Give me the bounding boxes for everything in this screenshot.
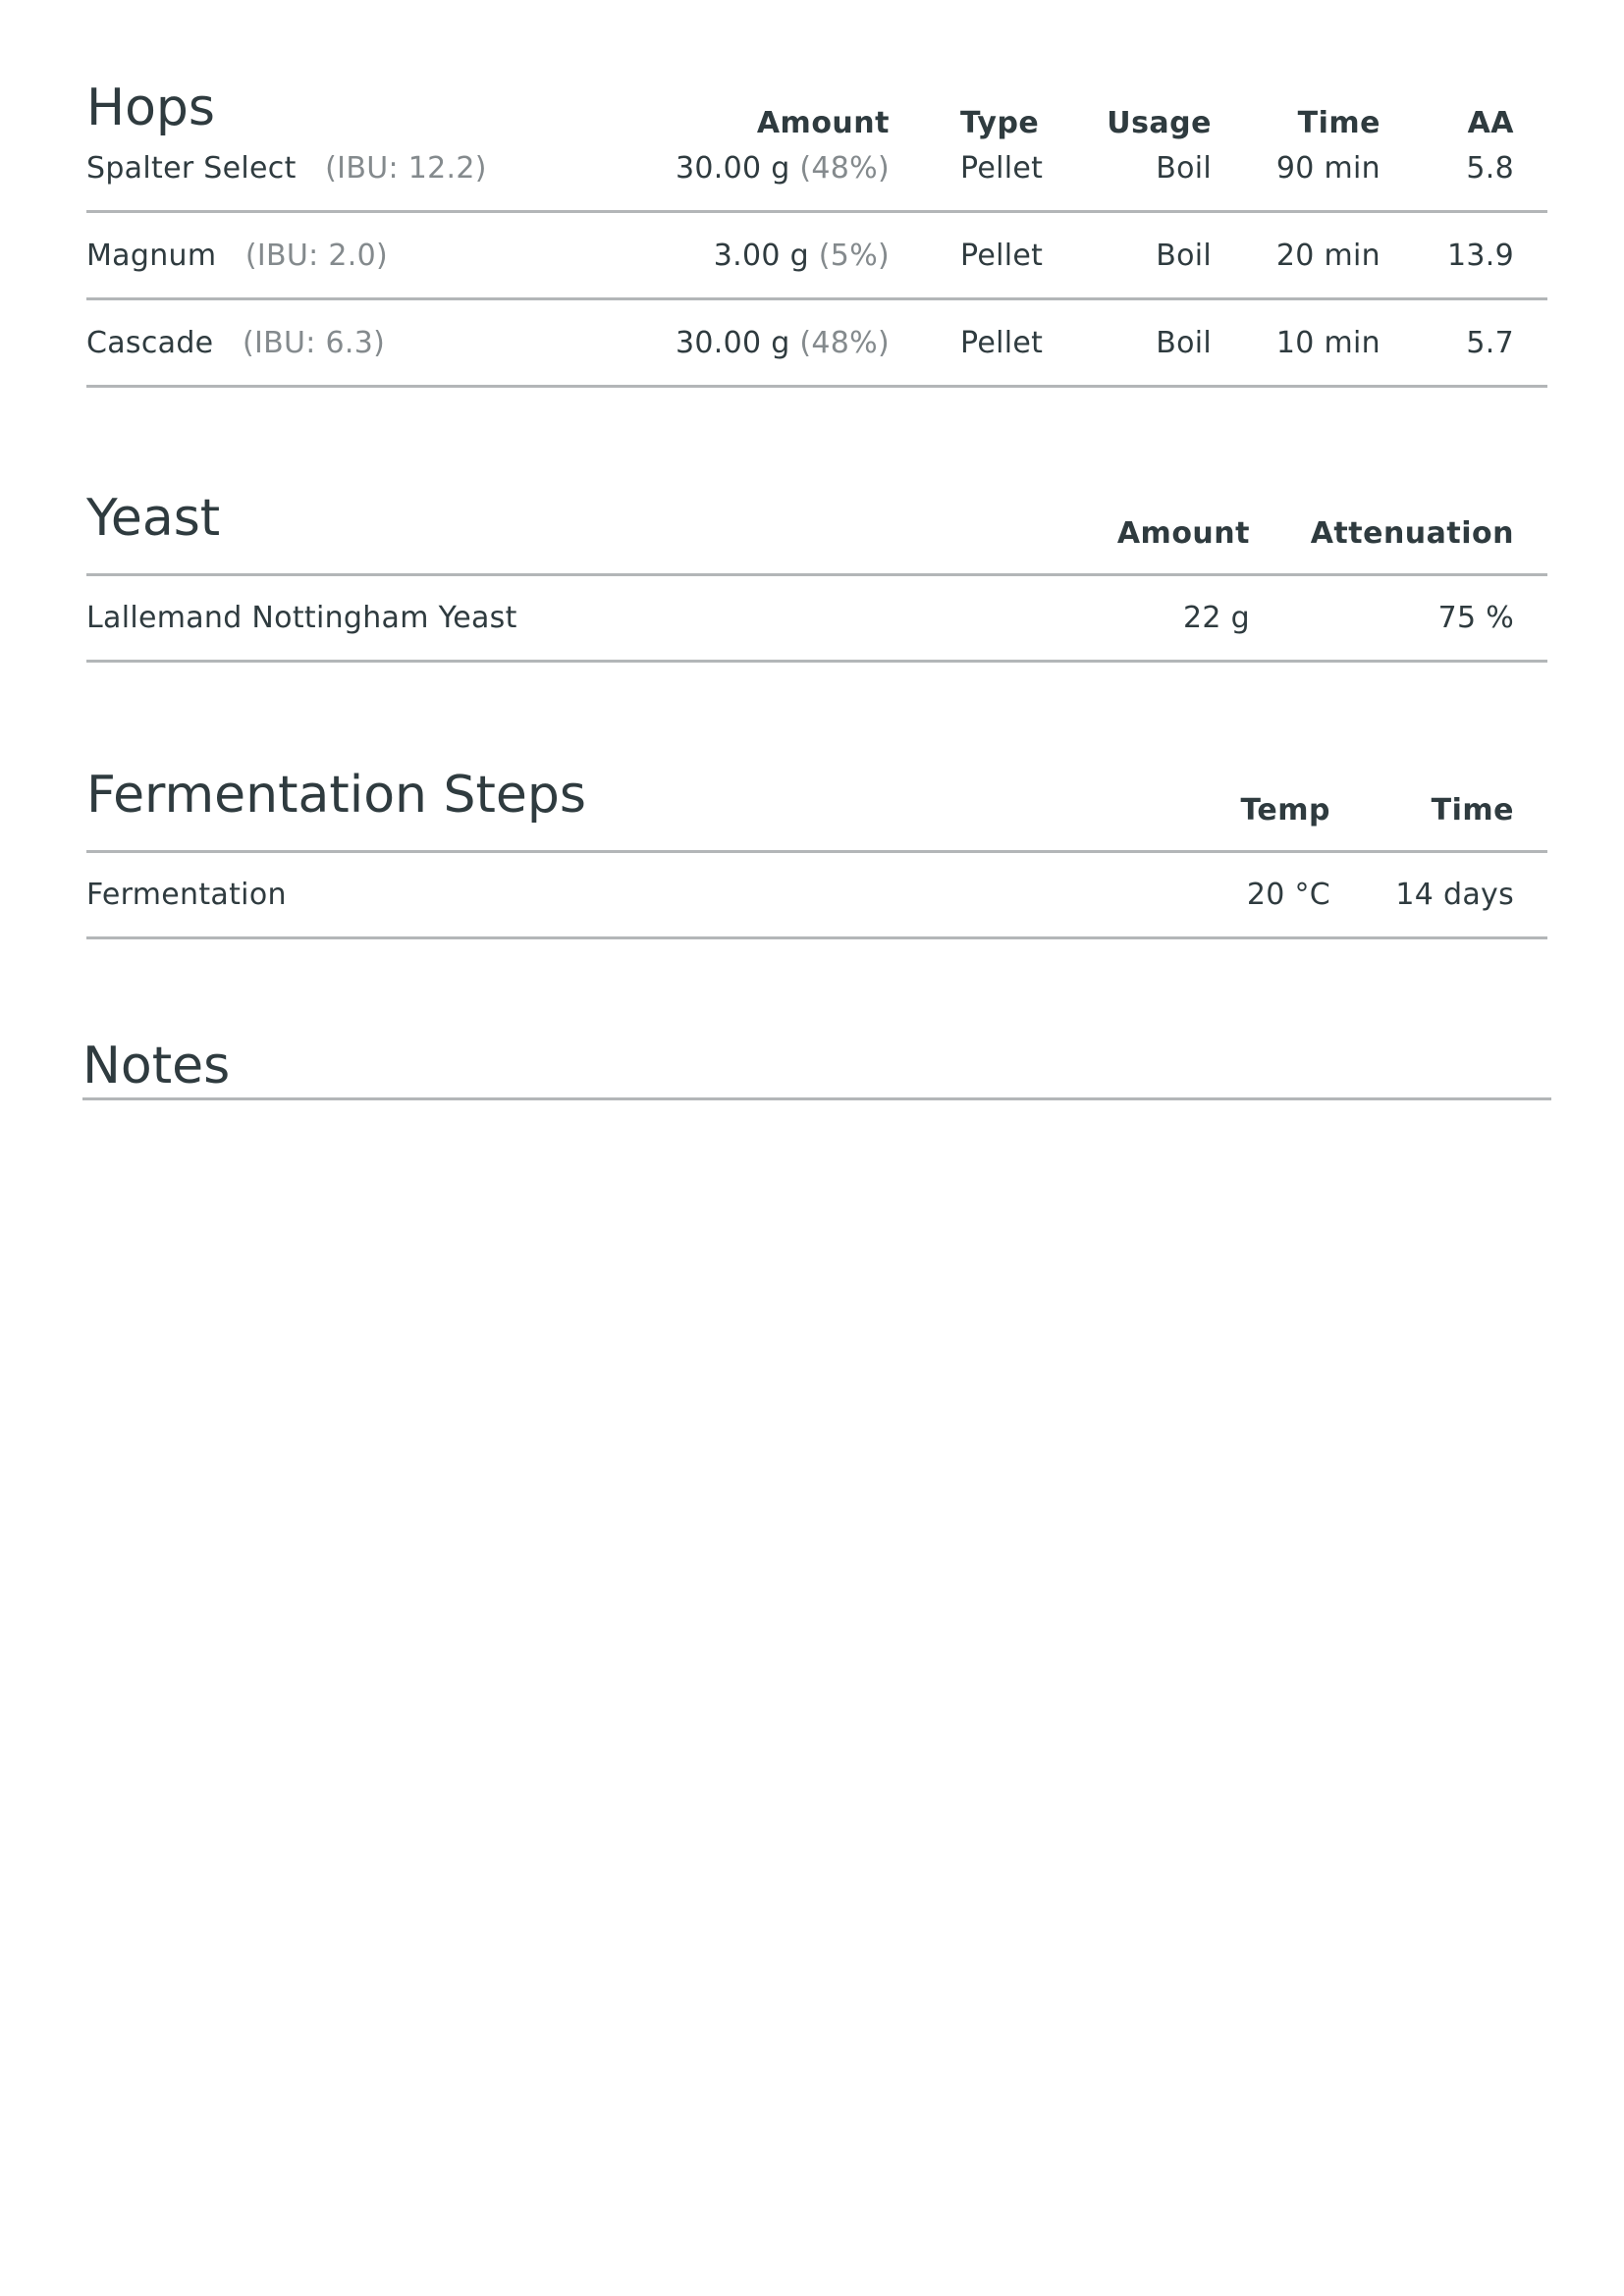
fermentation-step-name: Fermentation bbox=[86, 878, 287, 912]
hop-ibu: (IBU: 6.3) bbox=[242, 326, 386, 360]
hops-row bbox=[86, 239, 1547, 325]
hops-header-usage: Usage bbox=[1107, 106, 1212, 140]
hop-time: 20 min bbox=[1275, 239, 1380, 273]
hop-type: Pellet bbox=[960, 151, 1044, 186]
yeast-header-amount: Amount bbox=[1116, 516, 1250, 551]
hop-usage: Boil bbox=[1156, 239, 1212, 273]
hop-type: Pellet bbox=[960, 326, 1044, 360]
hop-amount: 3.00 g bbox=[713, 239, 809, 273]
row-divider bbox=[86, 660, 1547, 663]
hops-header-time: Time bbox=[1297, 106, 1380, 140]
hop-amount: 30.00 g bbox=[675, 326, 790, 360]
row-divider bbox=[86, 210, 1547, 213]
hops-title: Hops bbox=[86, 79, 216, 137]
fermentation-header-temp: Temp bbox=[1240, 793, 1330, 828]
fermentation-header-time: Time bbox=[1431, 793, 1514, 828]
fermentation-time: 14 days bbox=[1395, 878, 1514, 912]
hop-name: Magnum bbox=[86, 239, 217, 273]
hop-ibu: (IBU: 2.0) bbox=[244, 239, 389, 273]
row-divider bbox=[86, 936, 1547, 939]
hops-row bbox=[86, 326, 1547, 412]
hop-percent: (48%) bbox=[799, 326, 890, 360]
notes-divider bbox=[82, 1097, 1551, 1100]
header-divider bbox=[86, 850, 1547, 853]
hop-time: 10 min bbox=[1275, 326, 1380, 360]
hops-header-amount: Amount bbox=[756, 106, 890, 140]
hop-aa: 5.8 bbox=[1466, 151, 1514, 186]
fermentation-title: Fermentation Steps bbox=[86, 766, 587, 825]
hops-header-type: Type bbox=[960, 106, 1040, 140]
fermentation-temp: 20 °C bbox=[1246, 878, 1330, 912]
hop-percent: (5%) bbox=[818, 239, 890, 273]
header-divider bbox=[86, 573, 1547, 576]
yeast-amount: 22 g bbox=[1183, 601, 1250, 635]
hop-name: Cascade bbox=[86, 326, 214, 360]
hop-usage: Boil bbox=[1156, 151, 1212, 186]
row-divider bbox=[86, 385, 1547, 388]
hop-amount: 30.00 g bbox=[675, 151, 790, 186]
hop-aa: 5.7 bbox=[1466, 326, 1514, 360]
hop-time: 90 min bbox=[1275, 151, 1380, 186]
hop-ibu: (IBU: 12.2) bbox=[325, 151, 487, 186]
hop-type: Pellet bbox=[960, 239, 1044, 273]
yeast-row bbox=[86, 601, 1547, 687]
yeast-attenuation: 75 % bbox=[1437, 601, 1514, 635]
fermentation-row bbox=[86, 878, 1547, 964]
hops-row bbox=[86, 151, 1547, 238]
row-divider bbox=[86, 297, 1547, 300]
notes-title: Notes bbox=[82, 1037, 231, 1095]
hops-header-aa: AA bbox=[1467, 106, 1514, 140]
hop-usage: Boil bbox=[1156, 326, 1212, 360]
hop-aa: 13.9 bbox=[1447, 239, 1514, 273]
yeast-header-attenuation: Attenuation bbox=[1310, 516, 1514, 551]
hop-name: Spalter Select bbox=[86, 151, 297, 186]
yeast-name: Lallemand Nottingham Yeast bbox=[86, 601, 517, 635]
hop-percent: (48%) bbox=[799, 151, 890, 186]
yeast-title: Yeast bbox=[86, 489, 221, 548]
